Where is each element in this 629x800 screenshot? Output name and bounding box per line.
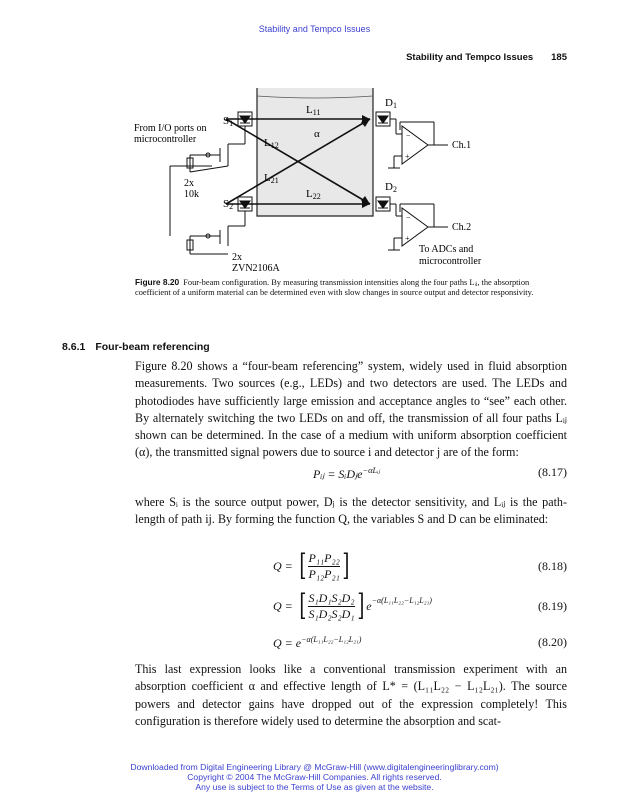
opamp2-plus: + xyxy=(405,234,410,243)
label-to-adc-1: To ADCs and xyxy=(419,244,474,255)
paragraph-where: where Sᵢ is the source output power, Dⱼ is the detector sensitivity, and Lᵢⱼ is the path-length of path ij. By forming the function Q, the variables S and D can be eliminated: xyxy=(135,495,567,527)
eq819-tail: e xyxy=(366,598,372,613)
eq820-exponent: −α(L₁₁L₂₂−L₁₂L₂₁) xyxy=(301,635,362,644)
eq820-number: (8.20) xyxy=(538,635,567,649)
detector-d1 xyxy=(376,112,390,126)
page-number: 185 xyxy=(551,52,567,63)
label-d1: D1 xyxy=(385,97,397,110)
label-to-adc-2: microcontroller xyxy=(419,256,482,267)
figure-caption-text: Four-beam configuration. By measuring transmission intensities along the four paths Lᵢⱼ, the absorption coefficient of a uniform material can be determined even with slow changes in source output and detector responsivity. xyxy=(135,278,534,297)
label-fet-count: 2x xyxy=(232,252,242,263)
equation-8-17 xyxy=(135,465,567,495)
eq817-exponent: −αLᵢⱼ xyxy=(362,466,380,475)
equation-8-19: Q = [ $\frac{\text{S₁D₁S₂D₂}}{\text{S₁D₂S₂D₁}}$ ] e $^{-\alpha(L_{11}L_{22}-L_{12}L_{21})}$ (8.19) xyxy=(273,588,567,623)
label-s1: S1 xyxy=(223,115,234,128)
eq817-lhs: Pᵢⱼ = SᵢDⱼe xyxy=(313,467,363,481)
eq818-number: (8.18) xyxy=(538,559,567,573)
label-s2: S2 xyxy=(223,198,234,211)
section-title: Four-beam referencing xyxy=(95,341,210,353)
label-l21: L21 xyxy=(264,172,279,185)
label-resistor-value: 10k xyxy=(184,189,199,200)
eq820-lhs: Q = e xyxy=(273,636,302,650)
eq819-lhs: Q = xyxy=(273,598,293,613)
figure-8-20 xyxy=(130,86,530,276)
opamp2-minus: − xyxy=(406,213,411,222)
opamp-ch1 xyxy=(388,119,448,168)
footer-copyright: Copyright © 2004 The McGraw-Hill Companies. All rights reserved. xyxy=(187,772,442,782)
eq819-bottom: S₁D₂S₂D₁ xyxy=(308,606,355,621)
label-ch1: Ch.1 xyxy=(452,140,472,151)
opamp1-minus: − xyxy=(406,131,411,140)
label-ch2: Ch.2 xyxy=(452,222,472,233)
label-from-io-2: microcontroller xyxy=(134,134,197,145)
label-l12: L12 xyxy=(264,137,279,150)
four-beam-schematic xyxy=(130,86,530,276)
eq818-bottom: P₁₂P₂₁ xyxy=(308,566,340,581)
eq819-exponent: −α(L₁₁L₂₂−L₁₂L₂₁) xyxy=(371,596,432,605)
opamp1-plus: + xyxy=(405,152,410,161)
label-resistor-count: 2x xyxy=(184,178,194,189)
paragraph-conclusion: This last expression looks like a conventional transmission experiment with an absorption coefficient α and effective length of L* = (L₁₁L₂₂ − L₁₂L₂₁). The source powers and detector gains have dropped out of the expression completely! This configuration is therefore widely used to determine the absorption and scat- xyxy=(135,662,567,728)
running-header xyxy=(406,52,567,63)
label-alpha: α xyxy=(314,128,320,140)
equation-8-18: Q = [ $\frac{\text{P₁₁P₂₂}}{\text{P₁₂P₂₁}}$ ] (8.18) xyxy=(273,548,567,583)
eq818-lhs: Q = xyxy=(273,558,293,573)
book-section-banner[interactable]: Stability and Tempco Issues xyxy=(258,24,371,34)
section-heading xyxy=(62,341,210,353)
label-from-io-1: From I/O ports on xyxy=(134,123,207,134)
label-l11: L11 xyxy=(306,104,321,117)
eq817-number: (8.17) xyxy=(538,465,567,479)
detector-d2 xyxy=(376,197,390,211)
eq819-number: (8.19) xyxy=(538,599,567,613)
label-fet-part: ZVN2106A xyxy=(232,263,280,274)
paragraph-intro: Figure 8.20 shows a “four-beam referencing” system, widely used in fluid absorption measurements. Two sources (e.g., LEDs) and two detectors are used. The LEDs and photodiodes have sufficiently large emission and acceptance angles to “see” each other. By alternately switching the two LEDs on and off, the transmission of all four paths Lᵢⱼ shown can be determined. In the case of a medium with uniform absorption coefficient (α), the transmitted signal powers due to source i and detector j are of the form: xyxy=(135,359,567,460)
running-title: Stability and Tempco Issues xyxy=(406,52,534,63)
drive-circuit xyxy=(170,126,245,254)
eq818-top: P₁₁P₂₂ xyxy=(308,550,340,565)
label-l22: L22 xyxy=(306,188,321,201)
figure-caption-label: Figure 8.20 xyxy=(135,277,180,287)
figure-caption xyxy=(135,277,545,298)
download-footer xyxy=(0,762,629,792)
footer-terms-link[interactable]: Any use is subject to the Terms of Use as given at the website. xyxy=(195,782,434,792)
section-number: 8.6.1 xyxy=(62,341,86,353)
eq819-top: S₁D₁S₂D₂ xyxy=(308,590,355,605)
label-d2: D2 xyxy=(385,181,397,194)
footer-download-link[interactable]: Downloaded from Digital Engineering Library @ McGraw-Hill (www.digitalengineeringlibrary.com) xyxy=(130,762,499,772)
